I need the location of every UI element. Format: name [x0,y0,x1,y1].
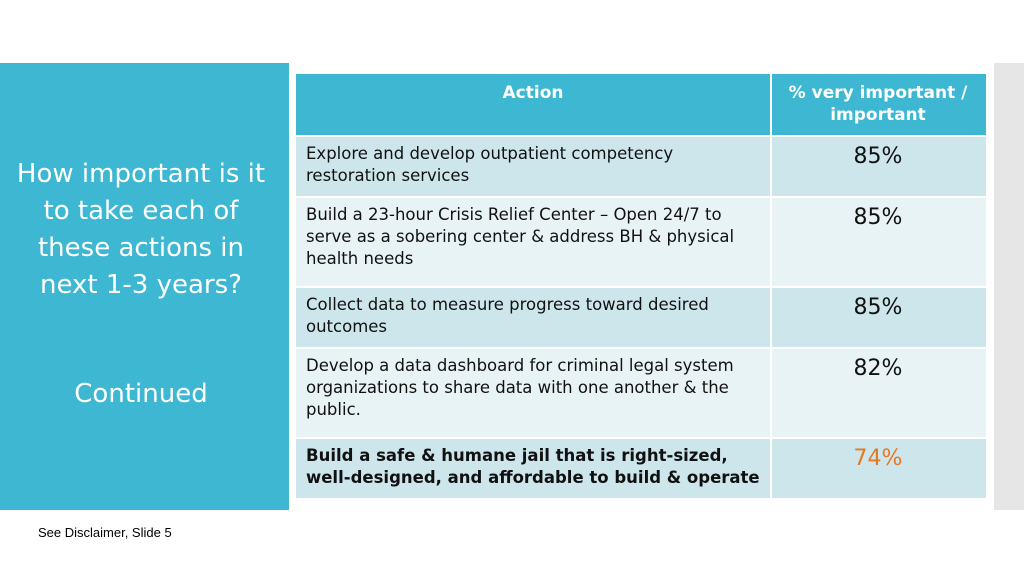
table-row [296,288,986,349]
table-row [296,137,986,198]
row-percent: 85% [853,144,903,169]
row-percent: 82% [853,356,903,381]
header-percent: % very important / important [788,83,968,125]
row-percent: 85% [853,205,903,230]
row-action: Develop a data dashboard for criminal legal system organizations to share data with one another & the public. [296,349,772,437]
question-text: How important is it to take each of these actions in next 1-3 years? [16,159,266,300]
row-percent-highlighted: 74% [853,446,903,471]
row-percent: 85% [853,295,903,320]
table-row-highlighted [296,439,986,498]
table-header-row [296,74,986,137]
disclaimer-text: See Disclaimer, Slide 5 [38,525,172,540]
actions-table [296,74,986,498]
table-row [296,198,986,288]
row-action: Explore and develop outpatient competency restoration services [296,137,772,196]
row-action: Build a 23-hour Crisis Relief Center – Open 24/7 to serve as a sobering center & address BH & physical health needs [296,198,772,286]
continued-label: Continued [74,379,208,409]
table-row [296,349,986,439]
row-action: Build a safe & humane jail that is right-sized, well-designed, and affordable to build & operate [296,439,772,498]
right-edge-bar [994,63,1024,510]
row-action: Collect data to measure progress toward desired outcomes [296,288,772,347]
header-action: Action [296,74,772,135]
